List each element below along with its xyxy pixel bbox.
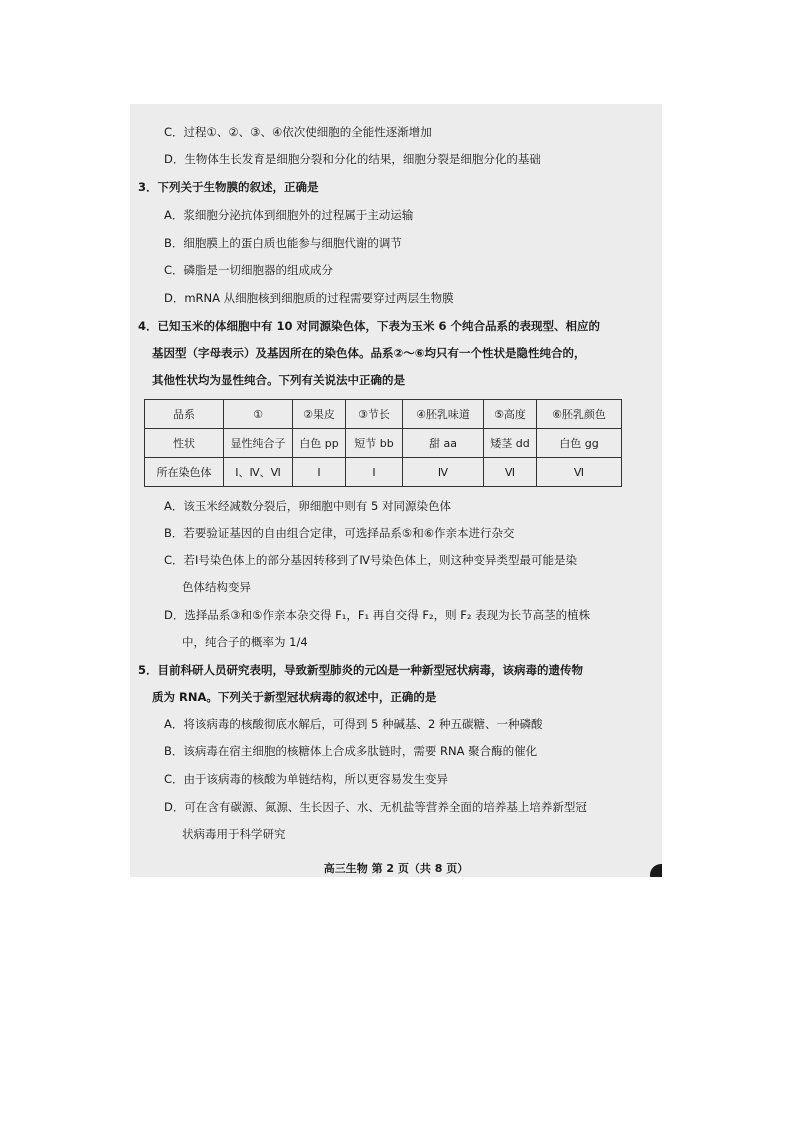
- table-cell: 甜 aa: [403, 429, 484, 458]
- table-cell: ③节长: [346, 400, 403, 429]
- table-cell: 性状: [145, 429, 224, 458]
- q4-stem-line-2: 基因型（字母表示）及基因所在的染色体。品系②～⑥均只有一个性状是隐性纯合的，: [152, 346, 586, 360]
- scanned-exam-page: [130, 104, 662, 877]
- q4-option-c-line-1: C．若Ⅰ号染色体上的部分基因转移到了Ⅳ号染色体上，则这种变异类型最可能是染: [164, 553, 578, 567]
- q4-stem-line-3: 其他性状均为显性纯合。下列有关说法中正确的是: [152, 373, 405, 387]
- q5-option-c: C．由于该病毒的核酸为单链结构，所以更容易发生变异: [164, 772, 449, 786]
- q2-option-d: D．生物体生长发育是细胞分裂和分化的结果，细胞分裂是细胞分化的基础: [164, 152, 541, 166]
- table-row: [145, 429, 622, 458]
- table-cell: 短节 bb: [346, 429, 403, 458]
- table-row: [145, 400, 622, 429]
- table-cell: Ⅰ、Ⅳ、Ⅵ: [224, 458, 293, 487]
- q5-option-a: A．将该病毒的核酸彻底水解后，可得到 5 种碱基、2 种五碳糖、一种磷酸: [164, 717, 543, 731]
- q5-option-b: B．该病毒在宿主细胞的核糖体上合成多肽链时，需要 RNA 聚合酶的催化: [164, 744, 538, 758]
- table-cell: 显性纯合子: [224, 429, 293, 458]
- table-cell: Ⅵ: [484, 458, 537, 487]
- table-cell: 品系: [145, 400, 224, 429]
- q5-stem-line-1: 5．目前科研人员研究表明，导致新型肺炎的元凶是一种新型冠状病毒，该病毒的遗传物: [138, 663, 583, 677]
- q2-option-c: C．过程①、②、③、④依次使细胞的全能性逐渐增加: [164, 125, 432, 139]
- q3-option-b: B．细胞膜上的蛋白质也能参与细胞代谢的调节: [164, 236, 402, 250]
- q3-option-c: C．磷脂是一切细胞器的组成成分: [164, 263, 334, 277]
- q4-option-c-line-2: 色体结构变异: [182, 580, 251, 594]
- q5-option-d-line-1: D．可在含有碳源、氮源、生长因子、水、无机盐等营养全面的培养基上培养新型冠: [164, 800, 587, 814]
- table-cell: 白色 gg: [537, 429, 622, 458]
- q4-option-b: B．若要验证基因的自由组合定律，可选择品系⑤和⑥作亲本进行杂交: [164, 526, 515, 540]
- table-cell: ②果皮: [293, 400, 346, 429]
- table-cell: ⑤高度: [484, 400, 537, 429]
- table-cell: Ⅳ: [403, 458, 484, 487]
- table-cell: ④胚乳味道: [403, 400, 484, 429]
- table-cell: Ⅵ: [537, 458, 622, 487]
- table-cell: 矮茎 dd: [484, 429, 537, 458]
- q5-stem-line-2: 质为 RNA。下列关于新型冠状病毒的叙述中，正确的是: [152, 690, 437, 704]
- q3-option-a: A．浆细胞分泌抗体到细胞外的过程属于主动运输: [164, 208, 414, 222]
- q4-option-a: A．该玉米经减数分裂后，卵细胞中则有 5 对同源染色体: [164, 499, 451, 513]
- q5-option-d-line-2: 状病毒用于科学研究: [182, 827, 286, 841]
- q3-stem: 3．下列关于生物膜的叙述，正确是: [138, 180, 319, 194]
- table-cell: Ⅰ: [346, 458, 403, 487]
- q4-option-d-line-2: 中，纯合子的概率为 1/4: [182, 635, 308, 649]
- page-footer: 高三生物 第 2 页（共 8 页）: [323, 862, 469, 875]
- table-cell: 所在染色体: [145, 458, 224, 487]
- maize-strain-table: [144, 399, 622, 487]
- q4-stem-line-1: 4．已知玉米的体细胞中有 10 对同源染色体，下表为玉米 6 个纯合品系的表现型、相应的: [138, 319, 601, 333]
- table-row: [145, 458, 622, 487]
- table-cell: ⑥胚乳颜色: [537, 400, 622, 429]
- table-cell: Ⅰ: [293, 458, 346, 487]
- q4-option-d-line-1: D．选择品系③和⑤作亲本杂交得 F₁，F₁ 再自交得 F₂，则 F₂ 表现为长节高茎的植株: [164, 608, 591, 622]
- q3-option-d: D．mRNA 从细胞核到细胞质的过程需要穿过两层生物膜: [164, 291, 454, 305]
- table-cell: ①: [224, 400, 293, 429]
- table-cell: 白色 pp: [293, 429, 346, 458]
